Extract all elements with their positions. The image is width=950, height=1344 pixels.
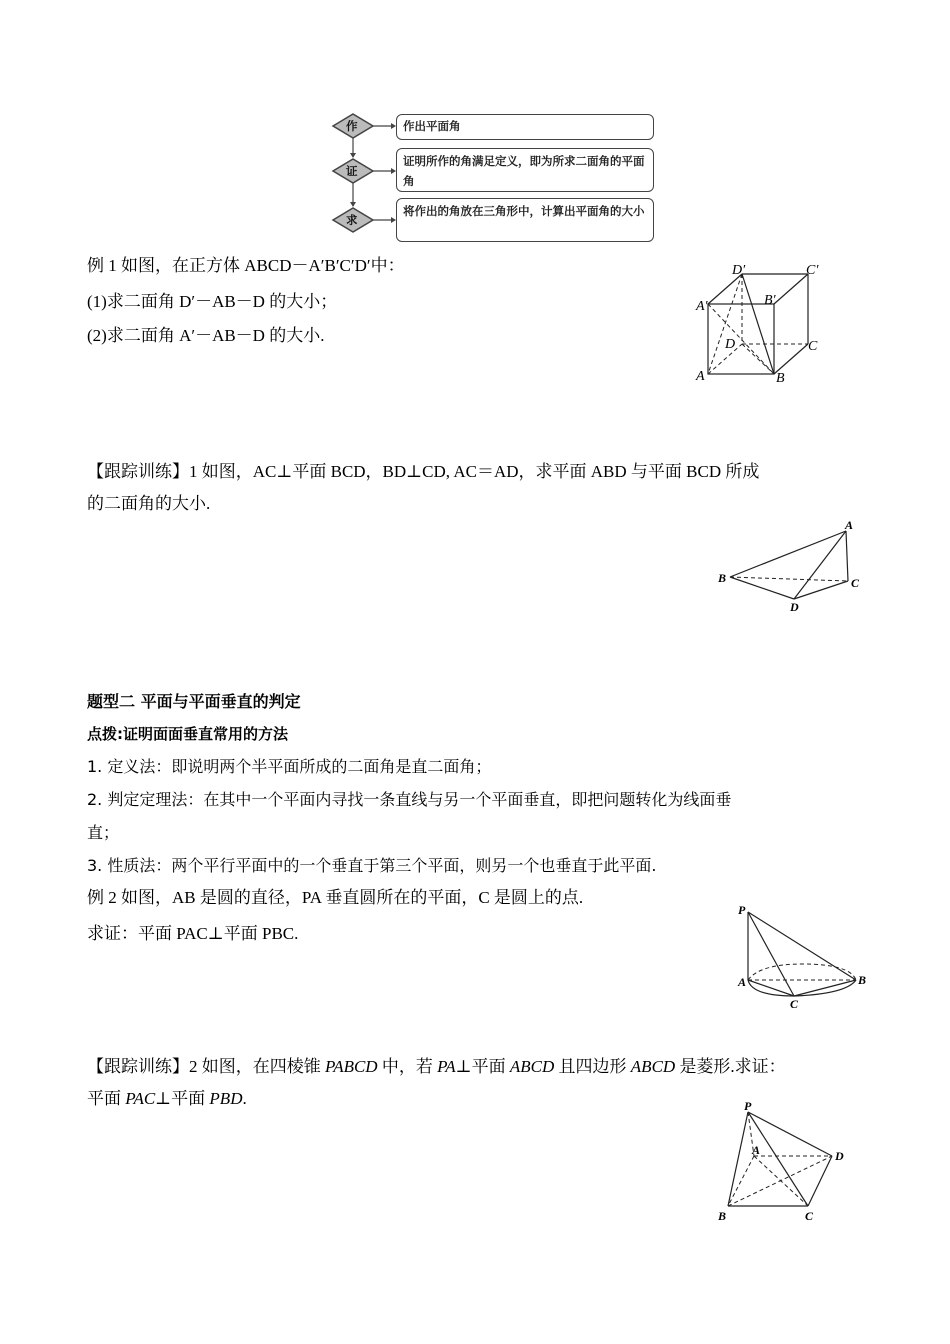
cube-label-c: C [808, 339, 818, 354]
method-2b: 直； [87, 823, 120, 842]
pyr-label-p: P [744, 1099, 752, 1113]
pyr-label-d: D [835, 1149, 844, 1163]
ex1-line3: (2)求二面角 A′－AB－D 的大小. [87, 326, 325, 345]
train2-line1: 【跟踪训练】2 如图，在四棱锥 PABCD 中，若 PA⊥平面 ABCD 且四边形 ABCD 是菱形.求证： [87, 1057, 786, 1076]
cone-label-c: C [790, 997, 799, 1011]
method-3: 3. 性质法：两个平行平面中的一个垂直于第三个平面，则另一个也垂直于此平面. [87, 856, 657, 875]
flow-box-2: 证明所作的角满足定义，即为所求二面角的平面角 [396, 148, 654, 192]
cube-label-bp: B′ [764, 293, 776, 308]
cube-label-dp: D′ [732, 263, 746, 278]
train1-line1: 【跟踪训练】1 如图，AC⊥平面 BCD，BD⊥CD, AC＝AD，求平面 ABD 与平面 BCD 所成 [87, 462, 760, 481]
cone-label-b: B [858, 973, 867, 987]
method-2a: 2. 判定定理法：在其中一个平面内寻找一条直线与另一个平面垂直，即把问题转化为线面垂 [87, 790, 732, 809]
tri-label-a: A [845, 518, 854, 532]
flow-box-3: 将作出的角放在三角形中，计算出平面角的大小 [396, 198, 654, 242]
triangle-figure [710, 515, 870, 615]
cube-label-a: A [696, 369, 705, 384]
cube-figure [690, 260, 840, 390]
flow-tag-3: 求 [346, 213, 358, 227]
cone-figure [730, 898, 880, 1013]
method-1: 1. 定义法：即说明两个半平面所成的二面角是直二面角； [87, 757, 492, 776]
ex2-line2: 求证：平面 PAC⊥平面 PBC. [87, 924, 299, 943]
flow-box-1: 作出平面角 [396, 114, 654, 140]
pyr-label-c: C [805, 1209, 814, 1223]
train2-line2: 平面 PAC⊥平面 PBD. [87, 1089, 247, 1108]
cube-label-ap: A′ [696, 299, 708, 314]
cube-label-cp: C′ [806, 263, 819, 278]
pyr-label-b: B [718, 1209, 727, 1223]
cube-label-d: D [725, 337, 736, 352]
tri-label-b: B [718, 571, 727, 585]
flow-tag-1: 作 [346, 119, 358, 133]
cone-label-p: P [738, 903, 746, 917]
cube-label-b: B [776, 371, 785, 386]
cone-label-a: A [738, 975, 747, 989]
ex2-line1: 例 2 如图，AB 是圆的直径，PA 垂直圆所在的平面，C 是圆上的点. [87, 888, 584, 907]
pyramid-figure [710, 1098, 860, 1228]
flow-tag-2: 证 [346, 164, 358, 178]
ex1-line2: (1)求二面角 D′－AB－D 的大小； [87, 292, 338, 311]
ex1-line1: 例 1 如图，在正方体 ABCD－A′B′C′D′中： [87, 256, 405, 275]
section2-tip: 点拨:证明面面垂直常用的方法 [87, 725, 288, 743]
tri-label-c: C [851, 576, 860, 590]
section2-title: 题型二 平面与平面垂直的判定 [87, 692, 301, 711]
tri-label-d: D [790, 600, 799, 614]
pyr-label-a: A [752, 1143, 761, 1157]
train1-line2: 的二面角的大小. [87, 494, 211, 513]
